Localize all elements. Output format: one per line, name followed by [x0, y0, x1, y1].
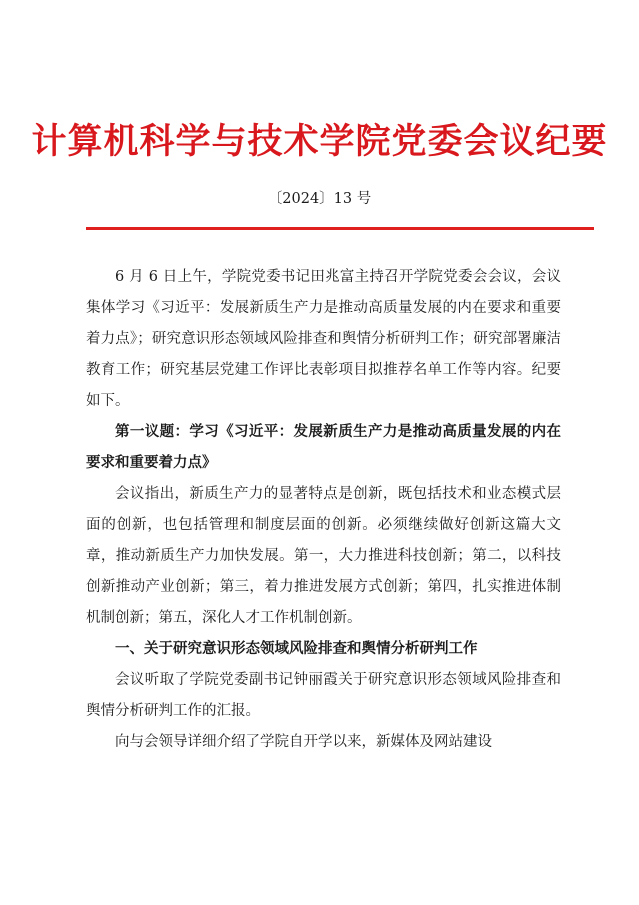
document-body — [86, 262, 561, 758]
red-divider-line — [86, 227, 594, 230]
section-heading-ideology: 一、关于研究意识形态领域风险排查和舆情分析研判工作 — [115, 641, 478, 657]
paragraph-ideology-report: 会议听取了学院党委副书记钟丽霞关于研究意识形态领域风险排查和舆情分析研判工作的汇报。 — [86, 672, 561, 719]
paragraph-first-topic: 会议指出，新质生产力的显著特点是创新，既包括技术和业态模式层面的创新，也包括管理和制度层面的创新。必须继续做好创新这篇大文章，推动新质生产力加快发展。第一，大力推进科技创新；第二，以科技创新推动产业创新；第三，着力推进发展方式创新；第四，扎实推进体制机制创新；第五，深化人才工作机制创新。 — [86, 486, 561, 626]
intro-paragraph: 6 月 6 日上午，学院党委书记田兆富主持召开学院党委会会议，会议集体学习《习近平：发展新质生产力是推动高质量发展的内在要求和重要着力点》；研究意识形态领域风险排查和舆情分析研判工作；研究部署廉洁教育工作；研究基层党建工作评比表彰项目拟推荐名单工作等内容。纪要如下。 — [86, 269, 561, 409]
document-title: 计算机科学与技术学院党委会议纪要 — [31, 121, 608, 162]
paragraph-ideology-detail: 向与会领导详细介绍了学院自开学以来，新媒体及网站建设 — [115, 734, 492, 750]
section-heading-first-topic: 第一议题：学习《习近平：发展新质生产力是推动高质量发展的内在要求和重要着力点》 — [86, 424, 561, 471]
document-number: 〔2024〕13 号 — [267, 191, 372, 207]
